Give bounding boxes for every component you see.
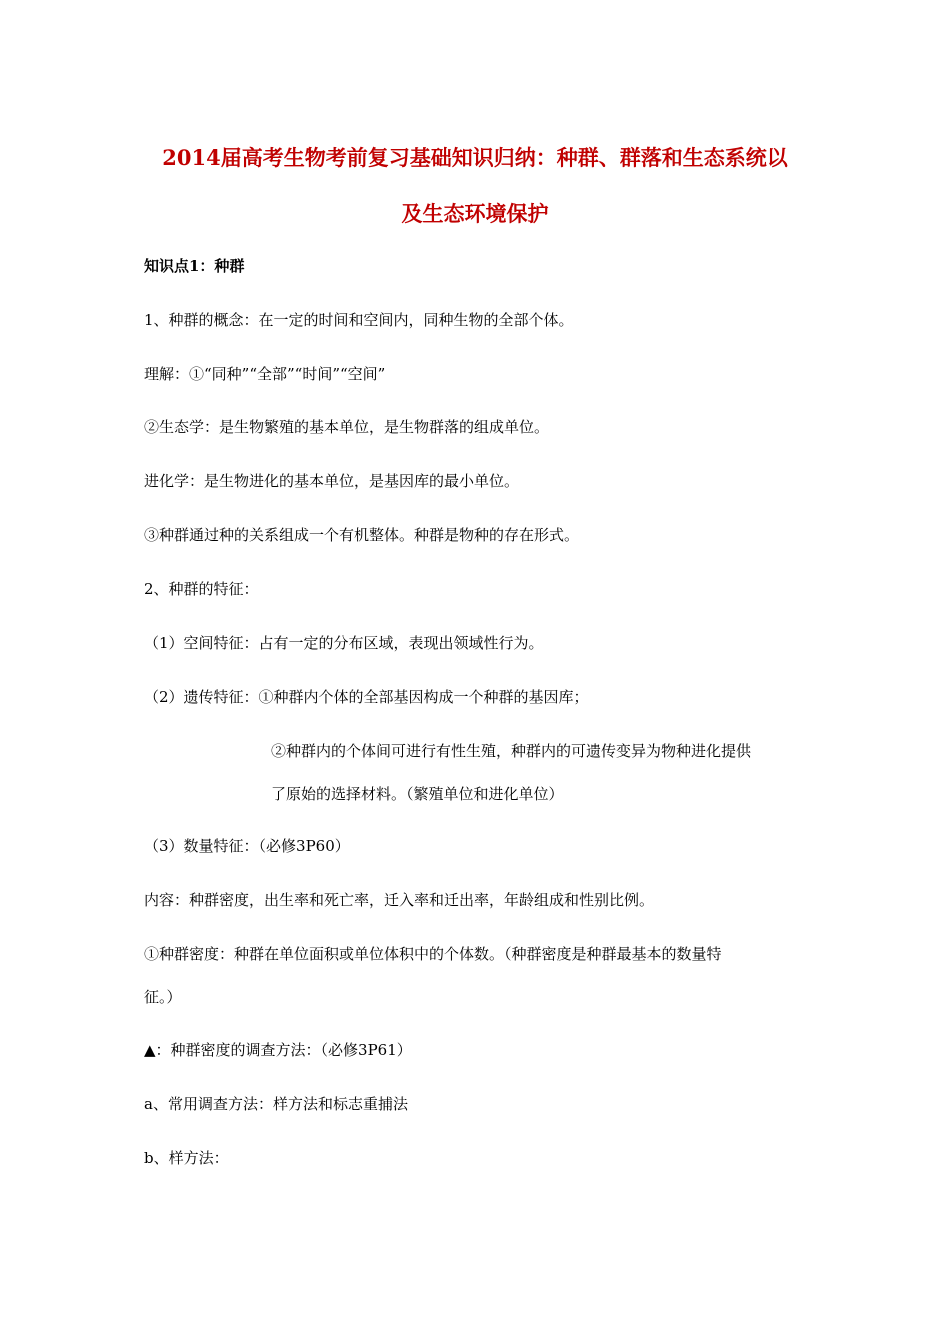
paragraph-line-indented: ②种群内的个体间可进行有性生殖，种群内的可遗传变异为物种进化提供 [271, 742, 752, 760]
paragraph-line: ①种群密度：种群在单位面积或单位体积中的个体数。（种群密度是种群最基本的数量特 [144, 945, 722, 963]
section-heading: 知识点1：种群 [144, 257, 245, 275]
paragraph-line: 理解：①“同种”“全部”“时间”“空间” [144, 365, 386, 383]
paragraph-line: （3）数量特征：（必修3P60） [144, 837, 350, 855]
paragraph-line: （2）遗传特征：①种群内个体的全部基因构成一个种群的基因库； [144, 688, 589, 706]
paragraph-line: 征。） [144, 988, 182, 1006]
paragraph-line: ②生态学：是生物繁殖的基本单位，是生物群落的组成单位。 [144, 418, 550, 436]
paragraph-line: （1）空间特征：占有一定的分布区域，表现出领域性行为。 [144, 634, 544, 652]
paragraph-line-indented: 了原始的选择材料。（繁殖单位和进化单位） [271, 785, 564, 803]
paragraph-line: 2、种群的特征： [144, 580, 259, 598]
paragraph-line: 进化学：是生物进化的基本单位，是基因库的最小单位。 [144, 472, 520, 490]
paragraph-line: 1、种群的概念：在一定的时间和空间内，同种生物的全部个体。 [144, 311, 574, 329]
paragraph-line: 内容：种群密度，出生率和死亡率，迁入率和迁出率，年龄组成和性别比例。 [144, 891, 655, 909]
paragraph-line: a、常用调查方法：样方法和标志重捕法 [144, 1095, 408, 1113]
document-title-line-2: 及生态环境保护 [401, 201, 549, 226]
paragraph-line: b、样方法： [144, 1149, 229, 1167]
paragraph-line: ③种群通过种的关系组成一个有机整体。种群是物种的存在形式。 [144, 526, 580, 544]
paragraph-line: ▲：种群密度的调查方法：（必修3P61） [144, 1041, 412, 1059]
document-title-line-1: 2014届高考生物考前复习基础知识归纳：种群、群落和生态系统以 [162, 145, 788, 170]
